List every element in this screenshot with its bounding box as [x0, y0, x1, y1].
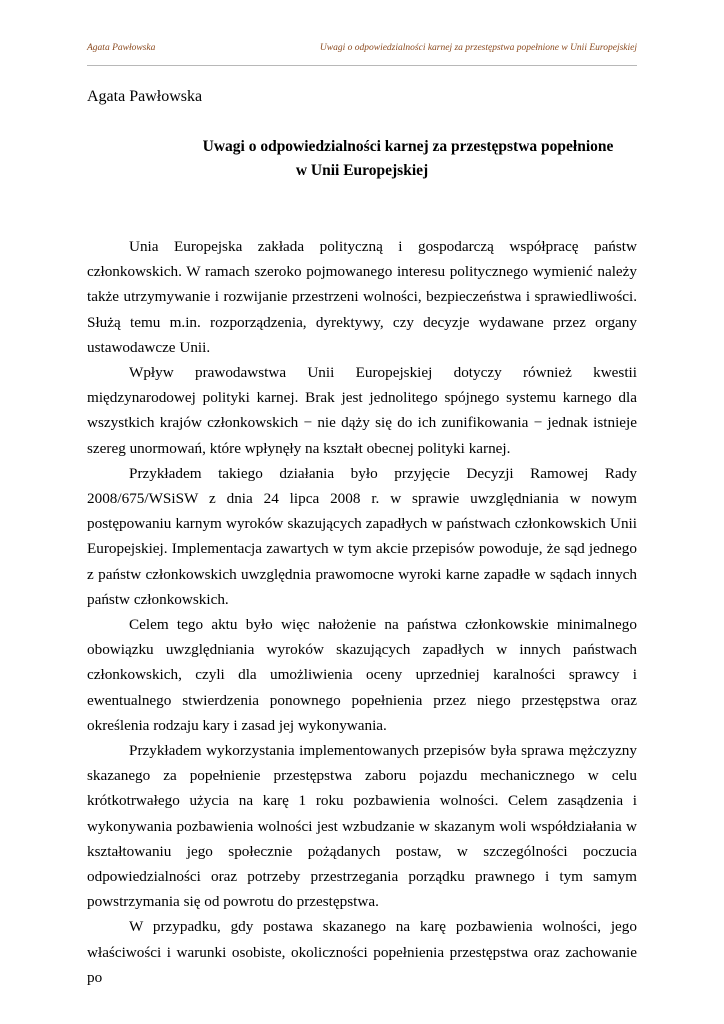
paragraph: W przypadku, gdy postawa skazanego na karę pozbawienia wolności, jego właściwości i warunki osobiste, okoliczności popełnienia przestępstwa oraz zachowanie po	[87, 918, 637, 986]
title-line-2: w Unii Europejskiej	[295, 162, 429, 179]
paragraph: Przykładem takiego działania było przyjęcie Decyzji Ramowej Rady 2008/675/WSiSW z dnia 24 lipca 2008 r. w sprawie uwzględniania w nowym postępowaniu karnym wyroków skazujących zapadłych w państwach członkowskich Unii Europejskiej. Implementacja zawartych w tym akcie przepisów powoduje, że sąd jednego z państw członkowskich uwzględnia prawomocne wyroki karne zapadłe w sądach innych państw członkowskich.	[87, 464, 637, 608]
paragraph: Przykładem wykorzystania implementowanych przepisów była sprawa mężczyzny skazanego za popełnienie przestępstwa zaboru pojazdu mechanicznego w celu krótkotrwałego użycia na karę 1 roku pozbawienia wolności. Celem zasądzenia i wykonywania pozbawienia wolności jest wzbudzanie w skazanym woli współdziałania w kształtowaniu jego społecznie pożądanych postaw, w szczególności poczucia odpowiedzialności oraz potrzeby przestrzegania porządku prawnego i tym samym powstrzymania się od powrotu do przestępstwa.	[87, 742, 637, 911]
running-header-author: Agata Pawłowska	[87, 43, 156, 53]
document-title	[87, 135, 637, 183]
title-line-1: Uwagi o odpowiedzialności karnej za przestępstwa popełnione	[202, 138, 614, 155]
author-name: Agata Pawłowska	[87, 88, 203, 105]
paragraph: Wpływ prawodawstwa Unii Europejskiej dotyczy również kwestii międzynarodowej polityki karnej. Brak jest jednolitego spójnego systemu karnego dla wszystkich krajów członkowskich − nie dąży się do ich zunifikowania − jednak istnieje szereg unormowań, które wpłynęły na kształt obecnej polityki karnej.	[87, 364, 637, 457]
paragraph: Unia Europejska zakłada polityczną i gospodarczą współpracę państw członkowskich. W ramach szeroko pojmowanego interesu politycznego wymienić należy także utrzymywanie i rozwijanie przestrzeni wolności, bezpieczeństwa i sprawiedliwości. Służą temu m.in. rozporządzenia, dyrektywy, czy decyzje wydawane przez organy ustawodawcze Unii.	[87, 238, 637, 356]
body-text	[87, 234, 637, 990]
running-header-title: Uwagi o odpowiedzialności karnej za przestępstwa popełnione w Unii Europejskiej	[319, 43, 637, 53]
paragraph: Celem tego aktu było więc nałożenie na państwa członkowskie minimalnego obowiązku uwzględniania wyroków skazujących zapadłych w innych państwach członkowskich, czyli dla umożliwienia oceny uprzedniej karalności sprawcy i ewentualnego stwierdzenia ponownego popełnienia przez niego przestępstwa oraz określenia rodzaju kary i zasad jej wykonywania.	[87, 616, 637, 734]
header-divider	[87, 65, 637, 66]
running-header	[87, 43, 637, 57]
